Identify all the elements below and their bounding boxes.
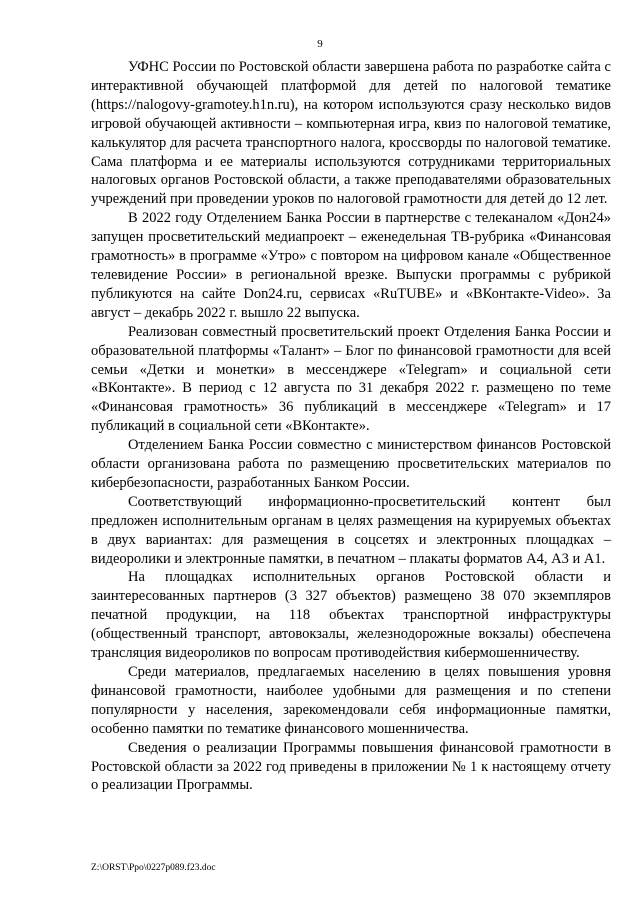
paragraph-cybersecurity-materials: Отделением Банка России совместно с министерством финансов Ростовской области организована работа по размещению просветительских материалов по кибербезопасности, разработанных Банком России.	[91, 437, 611, 491]
paragraph-don24-media-project: В 2022 году Отделением Банка России в партнерстве с телеканалом «Дон24» запущен просветительский медиапроект – еженедельная ТВ-рубрика «Финансовая грамотность» в программе «Утро» с повтором на цифровом канале «Общественное телевидение России» в региональной врезке. Выпуски программы с рубрикой публикуются на сайте Don24.ru, сервисах «RuTUBE» и «ВКонтакте-Video». За август – декабрь 2022 г. вышло 22 выпуска.	[91, 210, 611, 321]
paragraph-appendix-reference: Сведения о реализации Программы повышения финансовой грамотности в Ростовской области за 2022 год приведены в приложении № 1 к настоящему отчету о реализации Программы.	[91, 739, 611, 794]
paragraph-popular-materials: Среди материалов, предлагаемых населению в целях повышения уровня финансовой грамотности, наиболее удобными для размещения и по степени популярности у населения, зарекомендовали себя информационные памятки, особенно памятки по тематике финансового мошенничества.	[91, 664, 611, 737]
paragraph-talant-blog: Реализован совместный просветительский проект Отделения Банка России и образовательной платформы «Талант» – Блог по финансовой грамотности для всей семьи «Детки и монетки» в мессенджере «Telegram» и социальной сети «ВКонтакте». В период с 12 августа по 31 декабря 2022 г. размещено по теме «Финансовая грамотность» 36 публикаций в мессенджере «Telegram» и 17 публикаций в социальной сети «ВКонтакте».	[91, 323, 611, 435]
footer-file-path: Z:\ORST\Ppo\0227p089.f23.doc	[91, 863, 216, 873]
paragraph-content-formats: Соответствующий информационно-просветительский контент был предложен исполнительным органам в целях размещения на курируемых объектах в двух вариантах: для размещения в соцсетях и электронных площадках – видеоролики и электронные памятки, в печатном – плакаты форматов А4, А3 и А1.	[91, 493, 611, 567]
page-number: 9	[317, 38, 323, 50]
document-body	[91, 58, 611, 795]
paragraph-tax-education-platform: УФНС России по Ростовской области завершена работа по разработке сайта с интерактивной обучающей платформой для детей по налоговой тематике (https://nalogovy-gramotey.h1n.ru), на котором используются сразу несколько видов игровой обучающей активности – компьютерная игра, квиз по налоговой тематике, калькулятор для расчета транспортного налога, кроссворды по налоговой тематике. Сама платформа и ее материалы используются сотрудниками территориальных налоговых органов Ростовской области, а также преподавателями образовательных учреждений при проведении уроков по налоговой грамотности для детей до 12 лет.	[91, 59, 611, 208]
paragraph-placement-stats: На площадках исполнительных органов Ростовской области и заинтересованных партнеров (3 327 объектов) размещено 38 070 экземпляров печатной продукции, на 118 объектах транспортной инфраструктуры (общественный транспорт, автовокзалы, железнодорожные вокзалы) обеспечена трансляция видеороликов по вопросам противодействия кибермошенничеству.	[91, 569, 611, 662]
